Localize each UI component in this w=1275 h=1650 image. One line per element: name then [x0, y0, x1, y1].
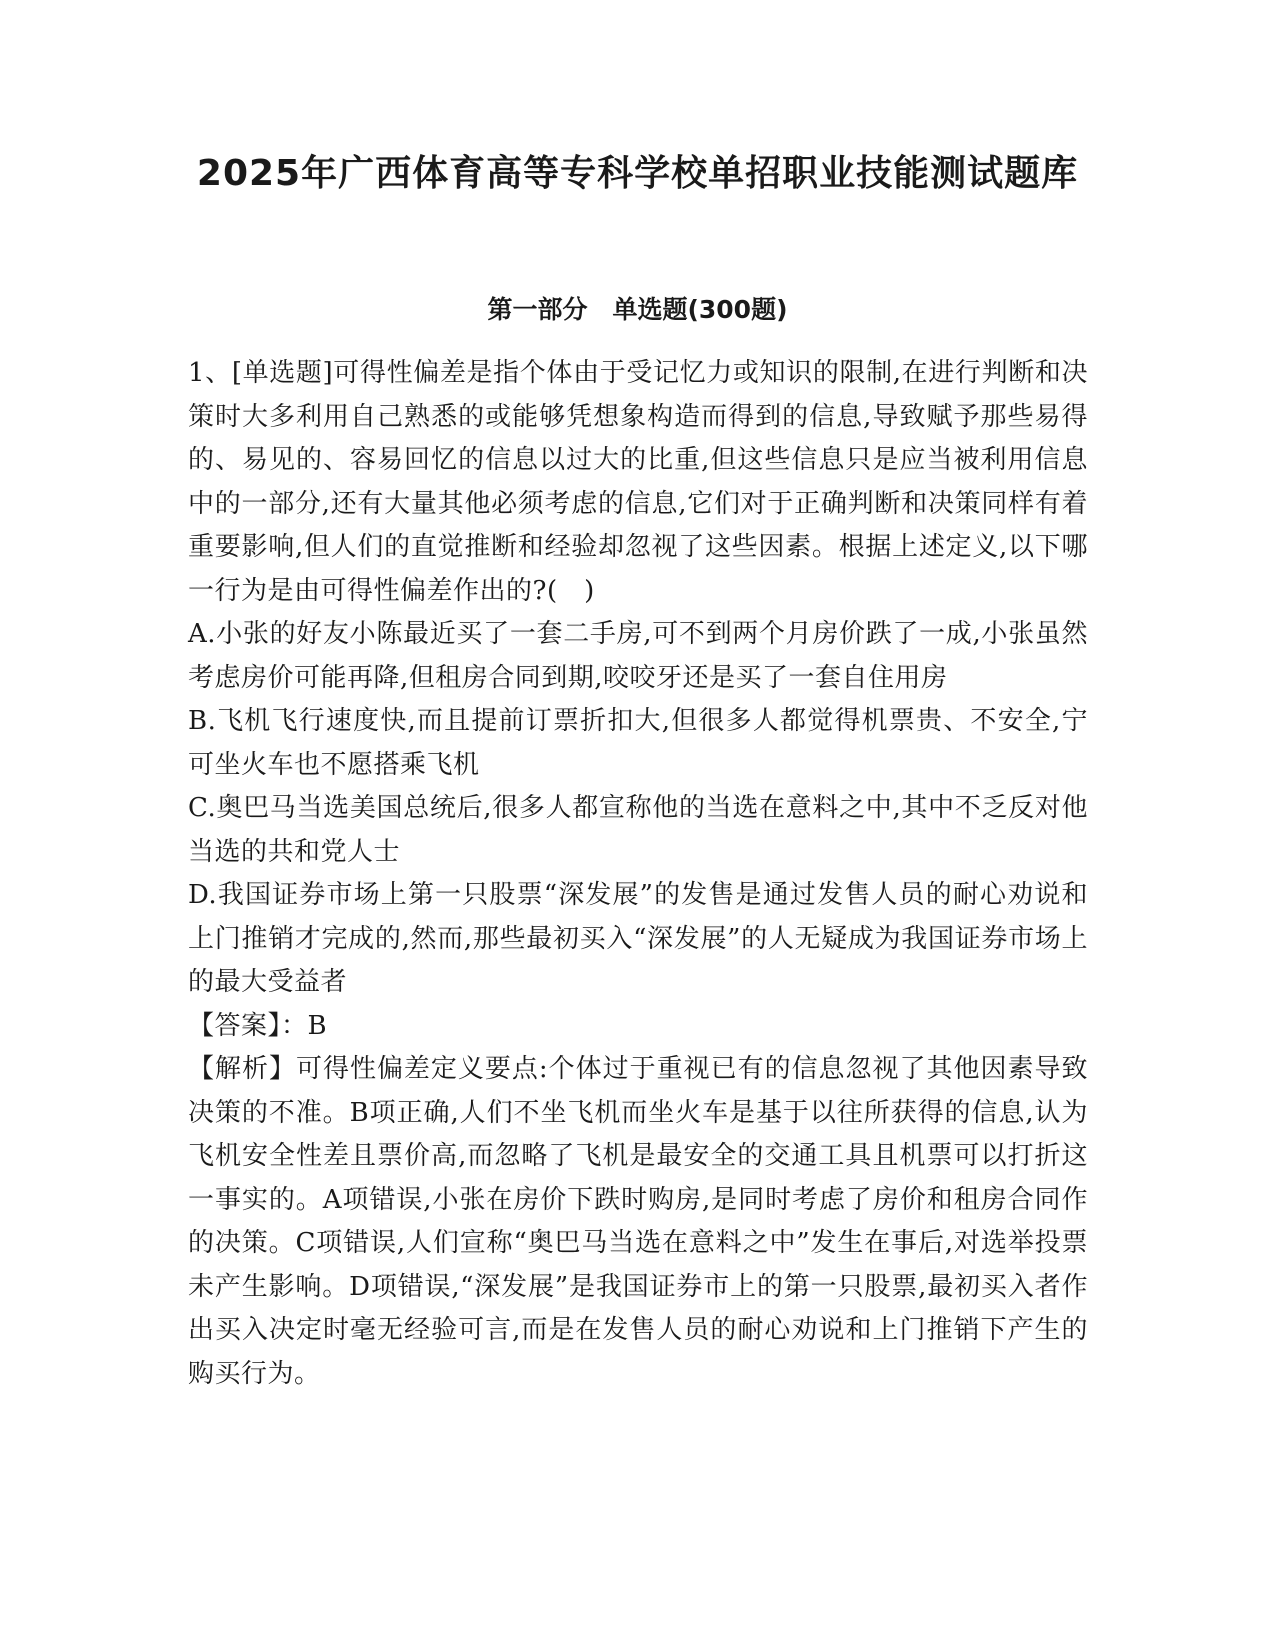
question-text: 可得性偏差是指个体由于受记忆力或知识的限制,在进行判断和决策时大多利用自己熟悉的或能够凭想象构造而得到的信息,导致赋予那些易得的、易见的、容易回忆的信息以过大的比重,但这些信息只是应当被利用信息中的一部分,还有大量其他必须考虑的信息,它们对于正确判断和决策同样有着重要影响,但人们的直觉推断和经验却忽视了这些因素。根据上述定义,以下哪一行为是由可得性偏差作出的?( ) [188, 358, 1089, 606]
section-title: 第一部分 单选题(300题) [487, 295, 788, 324]
option-letter: A. [188, 619, 217, 649]
answer-value: B [307, 1010, 328, 1041]
question-number: 1、[单选题] [188, 358, 334, 388]
option-text: 奥巴马当选美国总统后,很多人都宣称他的当选在意料之中,其中不乏反对他当选的共和党人士 [188, 793, 1088, 867]
option-letter: C. [188, 793, 217, 823]
answer-line [188, 1005, 1088, 1049]
question-stem [188, 352, 1088, 613]
answer-separator: ： [281, 1010, 308, 1041]
option-b [188, 700, 1088, 787]
option-text: 小张的好友小陈最近买了一套二手房,可不到两个月房价跌了一成,小张虽然考虑房价可能再降,但租房合同到期,咬咬牙还是买了一套自住用房 [188, 619, 1088, 693]
analysis-text: 可得性偏差定义要点:个体过于重视已有的信息忽视了其他因素导致决策的不准。B项正确,人们不坐飞机而坐火车是基于以往所获得的信息,认为飞机安全性差且票价高,而忽略了飞机是最安全的交通工具且机票可以打折这一事实的。A项错误,小张在房价下跌时购房,是同时考虑了房价和租房合同作的决策。C项错误,人们宣称“奥巴马当选在意料之中”发生在事后,对选举投票未产生影响。D项错误,“深发展”是我国证券市上的第一只股票,最初买入者作出买入决定时毫无经验可言,而是在发售人员的耐心劝说和上门推销下产生的购买行为。 [188, 1054, 1089, 1389]
question-block [188, 352, 1088, 1396]
option-c [188, 787, 1088, 874]
option-d [188, 874, 1088, 1005]
option-letter: B. [188, 706, 217, 736]
document-title: 2025年广西体育高等专科学校单招职业技能测试题库 [196, 153, 1079, 194]
option-text: 我国证券市场上第一只股票“深发展”的发售是通过发售人员的耐心劝说和上门推销才完成的,然而,那些最初买入“深发展”的人无疑成为我国证券市场上的最大受益者 [188, 880, 1088, 997]
option-a [188, 613, 1088, 700]
option-text: 飞机飞行速度快,而且提前订票折扣大,但很多人都觉得机票贵、不安全,宁可坐火车也不愿搭乘飞机 [188, 706, 1088, 780]
answer-label: 【答案】 [188, 1010, 282, 1041]
analysis-label: 【解析】 [188, 1054, 296, 1084]
option-letter: D. [188, 880, 218, 910]
analysis-paragraph [188, 1048, 1088, 1396]
